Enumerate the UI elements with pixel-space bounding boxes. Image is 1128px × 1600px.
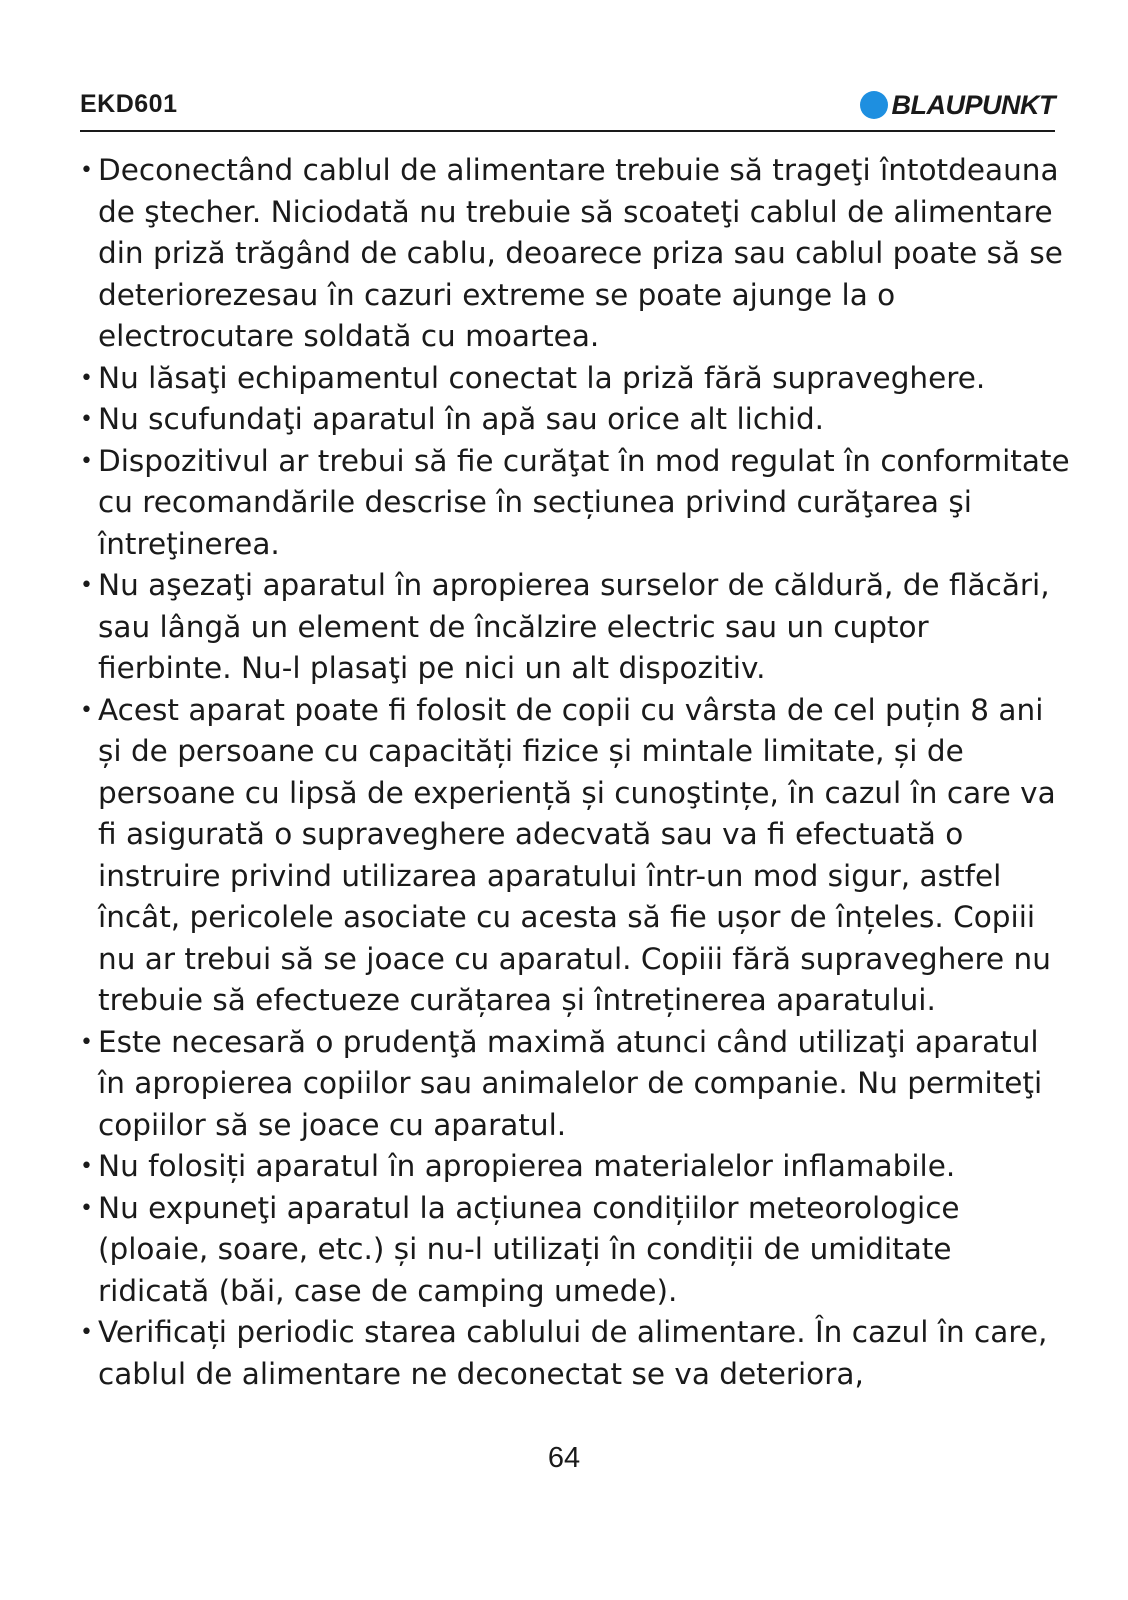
brand-name: BLAUPUNKT [891, 89, 1055, 120]
bullet-icon: • [80, 697, 93, 723]
brand-dot-icon [860, 91, 888, 119]
list-item-text: Acest aparat poate fi folosit de copii cu vârsta de cel puțin 8 ani și de persoane cu capacități fizice și mintale limitate, și de persoane cu lipsă de experiență și cunoştințe, în cazul în care va fi asigurată o supraveghere adecvată sau va fi efectuată o instruire privind utilizarea aparatului într-un mod sigur, astfel încât, pericolele asociate cu acesta să fie ușor de înțeles. Copiii nu ar trebui să se joace cu aparatul. Copiii fără supraveghere nu trebuie să efectueze curățarea și întreținerea aparatului. [98, 692, 1056, 1017]
list-item-text: Verificați periodic starea cablului de alimentare. În cazul în care, cablul de alimentare ne deconectat se va deteriora, [98, 1315, 1048, 1391]
bullet-icon: • [80, 1195, 93, 1221]
bullet-icon: • [80, 407, 93, 432]
list-item [80, 690, 1070, 1022]
list-item-text: Nu aşezaţi aparatul în apropierea surselor de căldură, de flăcări, sau lângă un element de încălzire electric sau un cuptor fierbinte. Nu-l plasaţi pe nici un alt dispozitiv. [98, 568, 1050, 685]
list-item-text: Deconectând cablul de alimentare trebuie să trageţi întotdeauna de ştecher. Niciodată nu trebuie să scoateţi cablul de alimentare din priză trăgând de cablu, deoarece priza sau cablul poate să se deteriorezesau în cazuri extreme se poate ajunge la o electrocutare soldată cu moartea. [98, 153, 1063, 353]
list-item-text: Nu expuneţi aparatul la acțiunea condițiilor meteorologice (ploaie, soare, etc.) și nu-l utilizați în condiții de umiditate ridicată (băi, case de camping umede). [98, 1190, 960, 1308]
bullet-icon: • [80, 448, 93, 474]
list-item-text: Nu folosiți aparatul în apropierea materialelor inflamabile. [98, 1149, 956, 1183]
list-item-text: Nu scufundaţi aparatul în apă sau orice alt lichid. [98, 402, 825, 436]
brand-logo [860, 90, 1056, 120]
list-item [80, 399, 1070, 441]
list-item [80, 1188, 1070, 1313]
list-item [80, 150, 1070, 358]
bullet-icon: • [80, 1029, 93, 1055]
bullet-icon: • [80, 1320, 93, 1345]
list-item [80, 1312, 1070, 1395]
list-item [80, 1146, 1070, 1188]
list-item [80, 1022, 1070, 1147]
page-header [80, 84, 1055, 132]
list-item [80, 358, 1070, 400]
bullet-icon: • [80, 365, 93, 391]
list-item [80, 565, 1070, 690]
list-item-text: Este necesară o prudenţă maximă atunci când utilizaţi aparatul în apropierea copiilor sau animalelor de companie. Nu permiteţi copiilor să se joace cu aparatul. [98, 1024, 1043, 1142]
list-item-text: Nu lăsaţi echipamentul conectat la priză fără supraveghere. [98, 360, 986, 395]
page-number: 64 [547, 1442, 581, 1474]
safety-instructions-list [80, 150, 1070, 1395]
list-item-text: Dispozitivul ar trebui să fie curăţat în mod regulat în conformitate cu recomandările descrise în secțiunea privind curăţarea şi întreţinerea. [98, 443, 1070, 561]
model-number: EKD601 [80, 90, 178, 118]
bullet-icon: • [80, 158, 93, 183]
bullet-icon: • [80, 573, 93, 598]
list-item [80, 441, 1070, 566]
bullet-icon: • [80, 1154, 93, 1179]
